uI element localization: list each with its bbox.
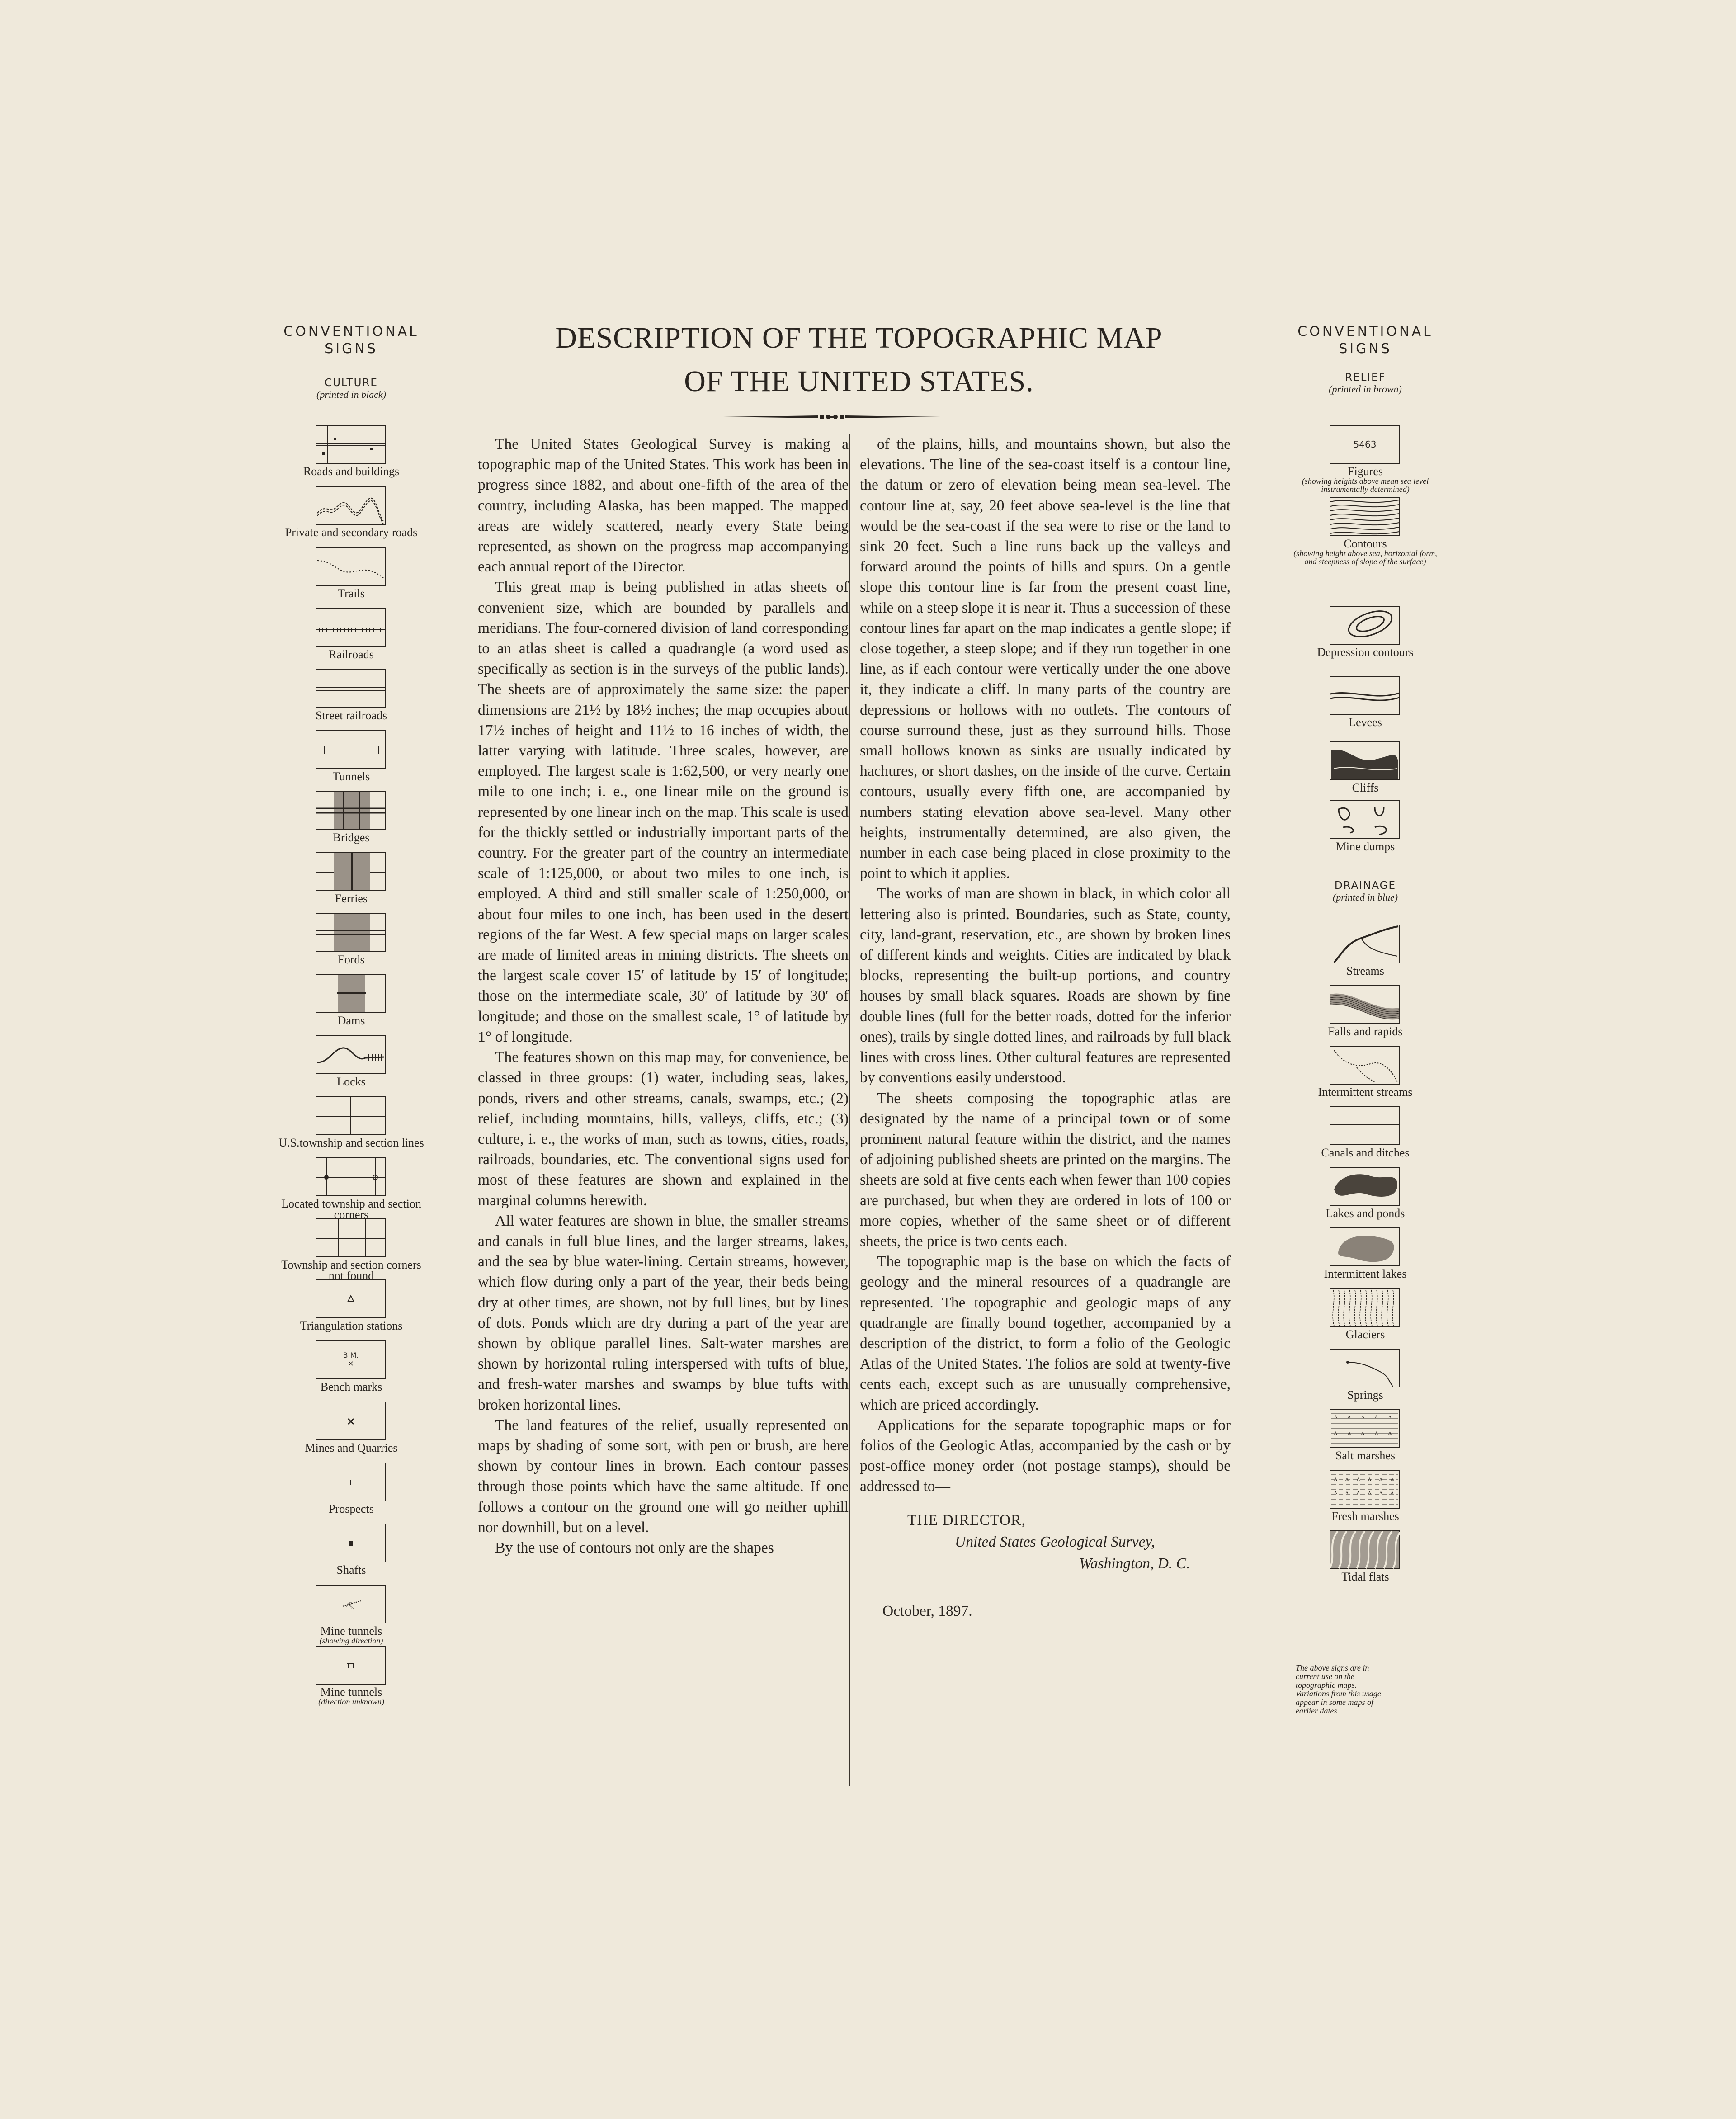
fords-icon (316, 913, 387, 953)
corners-not-found-icon (316, 1218, 387, 1258)
streams-icon (1330, 925, 1401, 964)
svg-text:ᴧ: ᴧ (1361, 1413, 1364, 1420)
intermittent-streams-icon (1330, 1046, 1401, 1085)
sign-label: Mine tunnels (320, 1685, 382, 1699)
page-title (448, 316, 1270, 403)
svg-text:ᴧ: ᴧ (1375, 1430, 1378, 1436)
sign-note: (showing height above sea, horizontal form, and steepness of slope of the surface) (1293, 549, 1437, 566)
legend-sign (277, 1463, 426, 1515)
sign-note: (showing heights above mean sea level instrumentally determined) (1302, 477, 1429, 494)
svg-text:ᴧ: ᴧ (1345, 1476, 1349, 1482)
sign-label: Locks (337, 1075, 366, 1088)
legend-sign (1291, 425, 1440, 493)
relief-drainage-legend (1291, 323, 1440, 395)
svg-text:ᴧ: ᴧ (1348, 1413, 1351, 1420)
legend-sign (1291, 1349, 1440, 1401)
locks-icon (316, 1035, 387, 1075)
director-title: THE DIRECTOR, (907, 1511, 1026, 1529)
svg-text:ᴧ: ᴧ (1388, 1430, 1392, 1436)
paragraph: The land features of the relief, usually represented on maps by shading of some sort, with pen or brush, are here shown by contour lines in brown. Each contour passes through those points which have the same altitude. If one follows a contour on the ground one will go neither uphill nor downhill, but on a level. (478, 1416, 849, 1536)
falls-icon (1330, 985, 1401, 1025)
lakes-icon (1330, 1167, 1401, 1207)
ornamental-rule (723, 411, 940, 422)
legend-sign (277, 1279, 426, 1331)
sign-note: (direction unknown) (318, 1697, 384, 1706)
sign-label: Falls and rapids (1328, 1025, 1403, 1038)
sign-label: Intermittent streams (1318, 1085, 1413, 1099)
bench-mark-icon (316, 1340, 387, 1380)
legend-heading-right: CONVENTIONAL SIGNS (1297, 324, 1433, 357)
paragraph: The works of man are shown in black, in which color all lettering also is printed. Boundaries, such as State, county, city, land-grant, reservation, etc., are shown by broken lines of different kinds and weights. Cities are indicated by black blocks, representing the built-up portions, and country houses by small black squares. Roads are shown by fine double lines (full for the better roads, dotted for the inferior ones), trails by single dotted lines, and railroads by full black lines with cross lines. Other cultural features are represented by conventions easily understood. (860, 885, 1231, 1086)
svg-text:ᴧ: ᴧ (1334, 1489, 1337, 1496)
legend-sign (1291, 1288, 1440, 1340)
glaciers-icon (1330, 1288, 1401, 1328)
relief-group-note: (printed in brown) (1329, 383, 1402, 395)
legend-sign (277, 730, 426, 782)
sign-label: Street railroads (315, 709, 387, 722)
svg-text:ᴧ: ᴧ (1348, 1430, 1351, 1436)
located-corners-icon (316, 1157, 387, 1197)
body-column-1 (478, 434, 849, 1558)
body-column-2 (860, 434, 1231, 1621)
roads-and-buildings-icon (316, 425, 387, 465)
legend-sign (277, 974, 426, 1026)
sign-label: Canals and ditches (1321, 1146, 1410, 1159)
intermittent-lakes-icon (1330, 1227, 1401, 1267)
tunnels-icon (316, 730, 387, 770)
sign-label: Fresh marshes (1331, 1510, 1399, 1523)
svg-text:ᴧ: ᴧ (1388, 1413, 1392, 1420)
sign-label: Tunnels (332, 770, 370, 783)
svg-text:ᴧ: ᴧ (1334, 1430, 1337, 1436)
legend-sign (277, 913, 426, 965)
legend-sign (277, 1585, 426, 1645)
sign-label: Prospects (329, 1502, 374, 1515)
legend-sign (277, 1340, 426, 1392)
legend-sign (277, 425, 426, 477)
svg-text:ᴧ: ᴧ (1391, 1489, 1394, 1496)
svg-text:ᴧ: ᴧ (1379, 1476, 1382, 1482)
sign-label: Levees (1349, 716, 1382, 729)
svg-text:×: × (348, 1359, 354, 1368)
dams-icon (316, 974, 387, 1014)
svg-text:ᴧ: ᴧ (1361, 1430, 1364, 1436)
triangulation-icon (316, 1279, 387, 1319)
legend-sign (277, 1035, 426, 1087)
sign-label: Springs (1347, 1388, 1383, 1402)
canals-icon (1330, 1106, 1401, 1146)
mine-tunnels-direction-icon (316, 1585, 387, 1624)
legend-footnote: The above signs are in current use on the topographic maps. Variations from this usage appear in some maps of earlier dates. (1296, 1663, 1381, 1715)
sign-label: Figures (1348, 465, 1383, 478)
legend-sign (277, 791, 426, 843)
bridges-icon (316, 791, 387, 831)
svg-text:ᴧ: ᴧ (1368, 1489, 1371, 1496)
mine-tunnels-unknown-icon (316, 1646, 387, 1685)
township-lines-icon (316, 1096, 387, 1136)
paragraph: The features shown on this map may, for convenience, be classed in three groups: (1) water, including seas, lakes, ponds, rivers and other streams, canals, swamps, etc.; (2) relief, including mountains, hills, valleys, cliffs, etc.; (3) culture, i. e., the works of man, such as towns, cities, roads, railroads, boundaries, etc. The conventional signs used for most of these features are shown and explained in the marginal columns herewith. (478, 1049, 849, 1209)
legend-sign (1291, 676, 1440, 728)
signature-block (860, 1510, 1231, 1575)
railroads-icon (316, 608, 387, 648)
paragraph: The topographic map is the base on which the facts of geology and the mineral resources of a quadrangle are represented. The topographic and geologic maps of any quadrangle are finally bound together, accompanied by a description of the district, to form a folio of the Geologic Atlas of the United States. The folios are sold at twenty-five cents each, except such as are unusually comprehensive, which are priced accordingly. (860, 1253, 1231, 1413)
legend-sign (277, 486, 426, 538)
legend-sign (1291, 1046, 1440, 1098)
legend-sign (1291, 1167, 1440, 1219)
legend-sign (1291, 985, 1440, 1037)
city-name: Washington, D. C. (1079, 1555, 1190, 1572)
legend-sign (277, 1157, 426, 1220)
paragraph: The sheets composing the topographic atlas are designated by the name of a principal town or of some prominent natural feature within the district, and the names of adjoining published sheets are printed on the margins. The sheets are sold at five cents each when fewer than 100 copies are purchased, but when they are ordered in lots of 100 or more copies, whether of the same sheet or of different sheets, the price is two cents each. (860, 1090, 1231, 1250)
cliffs-icon (1330, 741, 1401, 781)
svg-text:ᴧ: ᴧ (1345, 1489, 1349, 1496)
legend-sign (1291, 925, 1440, 977)
legend-sign (277, 1524, 426, 1576)
salt-marshes-icon (1330, 1409, 1401, 1449)
sign-label: Private and secondary roads (285, 526, 418, 539)
title-line-2: OF THE UNITED STATES. (684, 365, 1034, 398)
legend-sign (1291, 497, 1440, 566)
publication-date: October, 1897. (882, 1602, 972, 1619)
drainage-group-note: (printed in blue) (1332, 892, 1398, 903)
legend-heading: CONVENTIONAL SIGNS (283, 324, 419, 357)
sign-label: Intermittent lakes (1324, 1267, 1407, 1280)
figures-icon (1330, 425, 1401, 465)
relief-group-title: RELIEF (1345, 372, 1386, 383)
culture-group-note: (printed in black) (316, 389, 386, 400)
sign-label: U.S.township and section lines (278, 1136, 424, 1149)
sign-label: Contours (1344, 537, 1387, 550)
sign-label: Shafts (336, 1563, 366, 1576)
paragraph: of the plains, hills, and mountains shown, but also the elevations. The line of the sea-coast itself is a contour line, the datum or zero of elevation being mean sea-level. The contour line at, say, 20 feet above sea-level is the line that would be the sea-coast if the sea were to rise or the land to sink 20 feet. Such a line runs back up the valleys and forward around the points of hills and spurs. On a gentle slope this contour line is far from the present coast line, while on a steep slope it is near it. Thus a succession of these contour lines far apart on the map indicates a gentle slope; if close together, a steep slope; and if they run together in one line, as if each contour were vertically under the one above it, they indicate a cliff. In many parts of the country are depressions or hollows with no outlets. The contours of course surround these, just as they surround hills. Those small hollows known as sinks are usually indicated by hachures, or short dashes, on the inside of the curve. Certain contours, usually every fifth one, are accompanied by numbers stating elevation above sea-level. Many other heights, instrumentally determined, are also given, the number in each case being placed in close proximity to the point to which it applies. (860, 436, 1231, 882)
sign-label: Trails (338, 587, 365, 600)
svg-text:ᴧ: ᴧ (1379, 1489, 1382, 1496)
svg-text:5463: 5463 (1353, 439, 1377, 450)
sign-label: Lakes and ponds (1326, 1207, 1405, 1220)
sign-label: Township and section corners not found (281, 1258, 421, 1282)
paragraph: The United States Geological Survey is making a topographic map of the United States. This work has been in progress since 1882, and about one-fifth of the area of the country, including Alaska, has been mapped. The mapped areas are widely scattered, nearly every State being represented, as shown on the progress map accompanying each annual report of the Director. (478, 436, 849, 576)
column-divider (849, 434, 850, 1786)
drainage-group-title: DRAINAGE (1334, 880, 1396, 892)
tidal-flats-icon (1330, 1530, 1401, 1570)
paragraph: By the use of contours not only are the shapes (495, 1539, 774, 1556)
svg-text:ᴧ: ᴧ (1357, 1476, 1360, 1482)
title-line-1: DESCRIPTION OF THE TOPOGRAPHIC MAP (555, 321, 1163, 354)
legend-sign (1291, 1106, 1440, 1158)
sign-label: Fords (338, 953, 365, 966)
springs-icon (1330, 1349, 1401, 1388)
sign-note: (showing direction) (319, 1636, 383, 1645)
culture-group-title: CULTURE (325, 377, 378, 389)
legend-sign (277, 1218, 426, 1281)
sign-label: Railroads (329, 648, 374, 661)
sign-label: Bridges (333, 831, 370, 844)
paragraph: All water features are shown in blue, the smaller streams and canals in full blue lines, and the larger streams, lakes, and the sea by blue water-lining. Certain streams, however, which flow during only a part of the year, their beds being dry at other times, are shown, not by full lines, but by lines of dots. Ponds which are dry during a part of the year are shown by oblique parallel lines. Salt-water marshes are shown by horizontal ruling interspersed with tufts of blue, and fresh-water marshes and swamps by blue tufts with broken horizontal lines. (478, 1212, 849, 1413)
sign-label: Located township and section corners (281, 1197, 421, 1221)
legend-sign (1291, 1530, 1440, 1582)
sign-label: Cliffs (1352, 781, 1379, 794)
contours-icon (1330, 497, 1401, 537)
sign-label: Mine dumps (1335, 840, 1395, 853)
sign-label: Triangulation stations (300, 1319, 403, 1332)
ferries-icon (316, 852, 387, 892)
drainage-group (1291, 879, 1440, 903)
svg-text:ᴧ: ᴧ (1334, 1413, 1337, 1420)
legend-sign (277, 1096, 426, 1148)
sign-label: Dams (337, 1014, 365, 1027)
paragraph: Applications for the separate topographic maps or for folios of the Geologic Atlas, accompanied by the cash or by post-office money order (not postage stamps), should be addressed to— (860, 1416, 1231, 1495)
legend-sign (277, 547, 426, 599)
legend-sign (277, 852, 426, 904)
shafts-icon (316, 1524, 387, 1563)
sign-label: Tidal flats (1341, 1570, 1389, 1583)
legend-sign (1291, 800, 1440, 852)
organization-name: United States Geological Survey, (955, 1533, 1155, 1550)
prospects-icon (316, 1463, 387, 1502)
trails-icon (316, 547, 387, 587)
mine-dumps-icon (1330, 800, 1401, 840)
svg-text:ᴧ: ᴧ (1368, 1476, 1371, 1482)
svg-text:ᴧ: ᴧ (1357, 1489, 1360, 1496)
sign-label: Roads and buildings (303, 465, 400, 478)
legend-sign (277, 1402, 426, 1454)
mines-icon (316, 1402, 387, 1441)
fresh-marshes-icon (1330, 1470, 1401, 1510)
culture-legend (277, 323, 426, 400)
levees-icon (1330, 676, 1401, 716)
sign-label: Ferries (335, 892, 368, 905)
street-railroads-icon (316, 669, 387, 709)
private-roads-icon (316, 486, 387, 526)
svg-text:ᴧ: ᴧ (1334, 1476, 1337, 1482)
sign-label: Streams (1346, 964, 1384, 977)
depression-contours-icon (1330, 606, 1401, 646)
legend-sign (1291, 1470, 1440, 1522)
sign-label: Mines and Quarries (305, 1441, 398, 1454)
svg-text:ᴧ: ᴧ (1391, 1476, 1394, 1482)
legend-sign (1291, 1227, 1440, 1279)
sign-label: Bench marks (320, 1380, 382, 1393)
legend-sign (277, 1646, 426, 1706)
svg-text:⛏: ⛏ (345, 1602, 355, 1610)
legend-sign (277, 669, 426, 721)
svg-text:ᴧ: ᴧ (1375, 1413, 1378, 1420)
legend-sign (1291, 741, 1440, 793)
svg-text:B.M.: B.M. (343, 1351, 359, 1359)
sign-label: Mine tunnels (320, 1624, 382, 1638)
sign-label: Glaciers (1345, 1328, 1385, 1341)
legend-sign (1291, 1409, 1440, 1461)
legend-sign (1291, 606, 1440, 658)
sign-label: Depression contours (1317, 646, 1414, 659)
legend-sign (277, 608, 426, 660)
paragraph: This great map is being published in atlas sheets of convenient size, which are bounded by parallels and meridians. The four-cornered division of land corresponding to an atlas sheet is called a quadrangle (a word used as specifically as section is in the surveys of the public lands). The sheets are of approximately the same size: the paper dimensions are 21½ by 18½ inches; the map occupies about 17½ inches of height and 11½ to 16 inches of width, the latter varying with latitude. Three scales, however, are employed. The largest scale is 1:62,500, or very nearly one mile to one inch; i. e., one linear mile on the ground is represented by one linear inch on the map. This scale is used for the thickly settled or industrially important parts of the country. For the greater part of the country an intermediate scale of 1:125,000, or about two miles to one inch, is employed. A third and still smaller scale of 1:250,000, or about four miles to one inch, has been used in the desert regions of the far West. A few special maps on larger scales are made of limited areas in mining districts. The sheets on the largest scale cover 15′ of latitude by 15′ of longitude; those on the intermediate scale, 30′ of latitude by 30′ of longitude; and those on the smallest scale, 1° of latitude by 1° of longitude. (478, 579, 849, 1045)
sign-label: Salt marshes (1335, 1449, 1396, 1462)
